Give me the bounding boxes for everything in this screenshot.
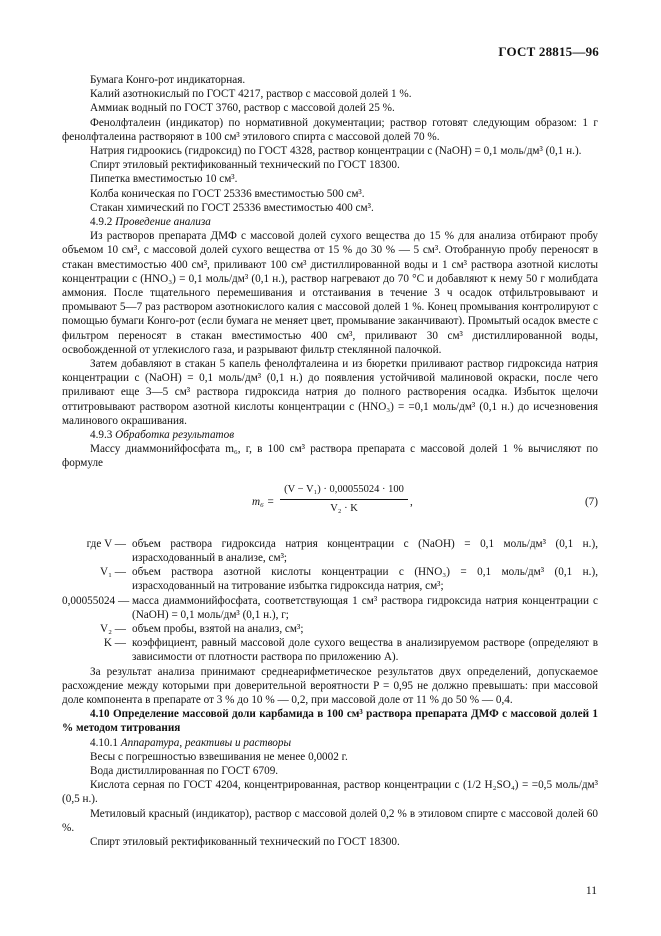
section-number: 4.9.3 [90, 429, 116, 442]
paragraph: Аммиак водный по ГОСТ 3760, раствор с массовой долей 25 %. [90, 102, 395, 115]
paragraph: За результат анализа принимают среднеарифметическое результатов двух определений, допускаемое расхождение между которыми при доверительной вероятности P = 0,95 не должно превышать: при массовой доле компонента в препарате от 3 % до 10 % — 0,2, при массовой доле от 11 % до 50 % — 0,4. [62, 665, 598, 706]
formula-number: (7) [584, 495, 598, 508]
section-heading-4-10-1 [62, 736, 598, 750]
paragraph: Пипетка вместимостью 10 см³. [90, 173, 238, 186]
variable-definitions [62, 537, 598, 665]
formula-fraction [280, 483, 408, 516]
paragraph: Спирт этиловый ректификованный технический по ГОСТ 18300. [90, 835, 400, 848]
formula-denominator: V₂ · K [330, 502, 358, 514]
section-heading-4-9-2 [62, 215, 598, 229]
paragraph: Из растворов препарата ДМФ с массовой долей сухого вещества до 15 % для анализа отбирают пробу объемом 10 см³, с массовой долей сухого вещества от 15 % до 30 % — 5 см³. Отобранную пробу переносят в стакан вместимостью 400 см³, приливают 100 см³ дистиллированной воды и 1 см³ раствора азотной кислоты концентрации c (HNO₃) = 0,1 моль/дм³ (0,1 н.), раствор нагревают до 70 °C и добавляют к нему 50 г молибдата аммония. После тщательного перемешивания и отстаивания в течение 3 ч осадок отфильтровывают и промывают 5—7 раз раствором азотнокислого калия с массовой долей 1 %. Конец промывания контролируют с помощью бумаги Конго-рот (если бумага не меняет цвет, промывание заканчивают). Промытый осадок вместе с фильтром переносят в стакан вместимостью 400 см³, приливают 30 см³ дистиллированной воды, освобожденной от углекислого газа, и разрывают фильтр стеклянной палочкой. [62, 230, 598, 356]
page-number: 11 [585, 885, 597, 897]
formula-7 [62, 481, 598, 527]
paragraph: Натрия гидроокись (гидроксид) по ГОСТ 4328, раствор концентрации c (NaOH) = 0,1 моль/дм³ (0,1 н.). [90, 145, 582, 158]
variable-description: объем раствора гидроксида натрия концентрации c (NaOH) = 0,1 моль/дм³ (0,1 н.), израсходованный в анализе, см³; [132, 537, 598, 564]
paragraph: Колба коническая по ГОСТ 25336 вместимостью 500 см³. [90, 187, 365, 200]
paragraph: Метиловый красный (индикатор), раствор с массовой долей 0,2 % в этиловом спирте с массовой долей 60 %. [62, 807, 598, 834]
formula-lhs: m₆ = [252, 495, 275, 508]
paragraph: Кислота серная по ГОСТ 4204, концентрированная, раствор концентрации c (1/2 H₂SO₄) = =0,5 моль/дм³ (0,5 н.). [62, 779, 598, 806]
section-title: Обработка результатов [115, 429, 235, 442]
paragraph: Фенолфталеин (индикатор) по нормативной документации; раствор готовят следующим образом: 1 г фенолфталеина растворяют в 100 см³ этилового спирта с массовой долей 70 %. [62, 116, 598, 143]
standard-header: ГОСТ 28815—96 [498, 44, 599, 59]
section-heading-4-9-3 [62, 428, 598, 442]
paragraph: Весы с погрешностью взвешивания не менее 0,0002 г. [90, 750, 348, 763]
formula-comma: , [410, 495, 413, 508]
variable-symbol: K — [103, 637, 126, 650]
page-body [62, 73, 598, 849]
paragraph: Спирт этиловый ректификованный технический по ГОСТ 18300. [90, 159, 400, 172]
variable-description: объем пробы, взятой на анализ, см³; [132, 622, 304, 635]
section-number: 4.9.2 [90, 216, 116, 229]
paragraph: Бумага Конго-рот индикаторная. [90, 74, 246, 86]
paragraph: Стакан химический по ГОСТ 25336 вместимостью 400 см³. [90, 201, 374, 214]
section-number: 4.10.1 [90, 736, 121, 749]
variable-symbol: где V — [86, 537, 126, 550]
variable-symbol: 0,00055024 — [62, 594, 130, 607]
section-title: Проведение анализа [115, 216, 211, 229]
variable-symbol: V₂ — [100, 622, 126, 635]
formula-numerator: (V − V₁) · 0,00055024 · 100 [280, 483, 408, 500]
variable-description: объем раствора азотной кислоты концентрации c (HNO₃) = 0,1 моль/дм³ (0,1 н.), израсходованный на титрование избытка гидроксида натрия, см³; [132, 566, 598, 593]
variable-symbol: V₁ — [100, 566, 126, 579]
variable-description: коэффициент, равный массовой доле сухого вещества в анализируемом растворе (определяют в зависимости от плотности раствора по приложению А). [132, 637, 598, 664]
paragraph: Калий азотнокислый по ГОСТ 4217, раствор с массовой долей 1 %. [90, 88, 412, 101]
paragraph: Массу диаммонийфосфата m₆, г, в 100 см³ раствора препарата с массовой долей 1 % вычисляют по формуле [62, 443, 598, 470]
variable-description: масса диаммонийфосфата, соответствующая 1 см³ раствора гидроксида натрия концентрации c (NaOH) = 0,1 моль/дм³ (0,1 н.), г; [132, 594, 598, 621]
section-heading-4-10: 4.10 Определение массовой доли карбамида в 100 см³ раствора препарата ДМФ с массовой долей 1 % методом титрования [62, 708, 598, 735]
section-title: Аппаратура, реактивы и растворы [120, 736, 292, 749]
paragraph: Вода дистиллированная по ГОСТ 6709. [90, 764, 279, 777]
paragraph: Затем добавляют в стакан 5 капель фенолфталеина и из бюретки приливают раствор гидроксида натрия концентрации c (NaOH) = 0,1 моль/дм³ (0,1 н.) до появления устойчивой малиновой окраски, после чего приливают еще 3—5 см³ раствора гидроксида натрия до полного растворения осадка. Избыток щелочи оттитровывают раствором азотной кислоты концентрации c (HNO₃) = =0,1 моль/дм³ (0,1 н.) до исчезновения малинового окрашивания. [62, 358, 598, 427]
